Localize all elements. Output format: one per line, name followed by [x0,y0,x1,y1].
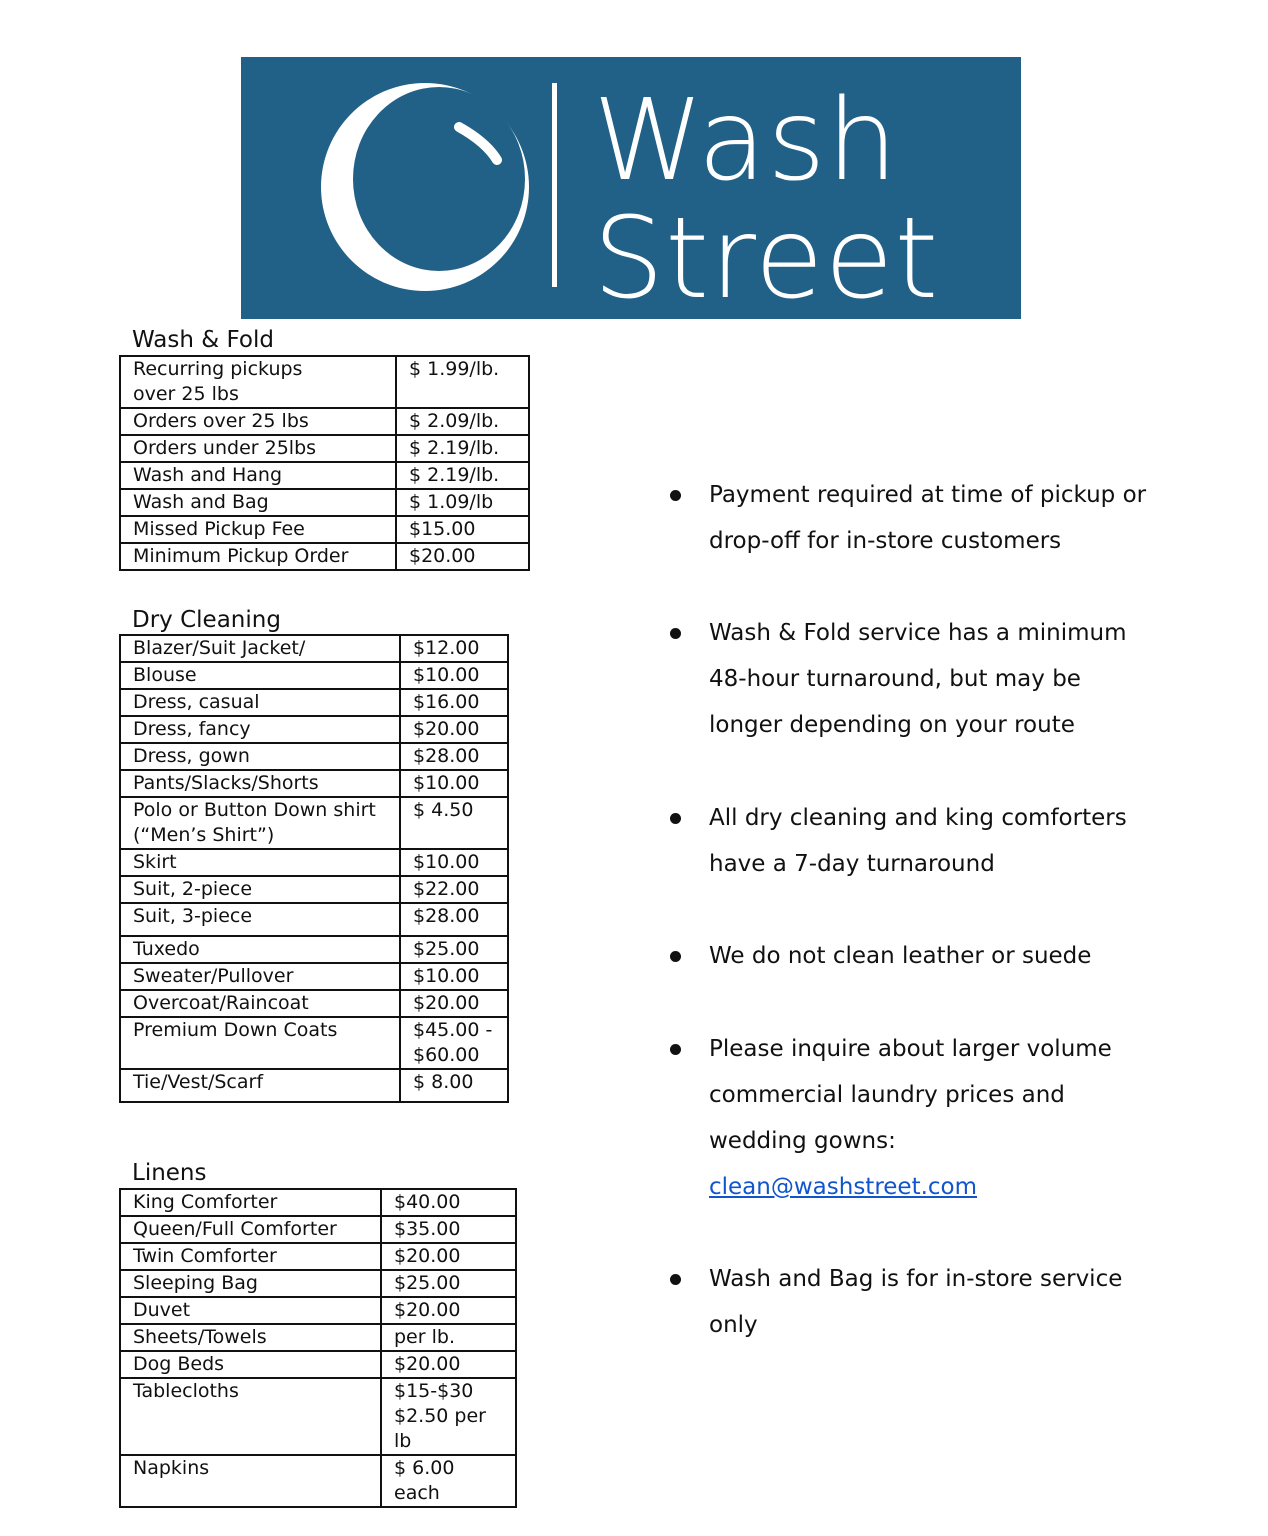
table-row [120,770,508,797]
table-row [120,743,508,770]
table-row [120,1324,516,1351]
item-price: $ 6.00 each [381,1455,516,1507]
wash-fold-title: Wash & Fold [132,327,274,353]
table-row [120,876,508,903]
table-row [120,489,529,516]
table-row [120,516,529,543]
table-row [120,1069,508,1102]
item-price: per lb. [381,1324,516,1351]
item-name: Orders under 25lbs [120,435,396,462]
item-name: Dress, casual [120,689,400,716]
email-link[interactable]: clean@washstreet.com [709,1174,978,1200]
item-price: $ 8.00 [400,1069,508,1102]
item-price: $ 2.19/lb. [396,435,529,462]
table-row [120,543,529,570]
note-item: We do not clean leather or suede [670,933,1150,979]
bullet-icon [670,1044,681,1055]
item-price: $ 2.09/lb. [396,408,529,435]
table-row [120,635,508,662]
item-price: $20.00 [381,1297,516,1324]
item-name: Wash and Bag [120,489,396,516]
table-row [120,1243,516,1270]
note-item: Please inquire about larger volume commercial laundry prices and wedding gowns: clean@washstreet.com [670,1026,1120,1210]
item-price: $25.00 [400,936,508,963]
item-price: $10.00 [400,662,508,689]
item-price: $10.00 [400,849,508,876]
item-name: Missed Pickup Fee [120,516,396,543]
item-price: $ 2.19/lb. [396,462,529,489]
table-row [120,903,508,936]
bullet-icon [670,490,681,501]
item-name: Tie/Vest/Scarf [120,1069,400,1102]
table-row [120,990,508,1017]
linens-title: Linens [132,1160,207,1186]
item-name: Wash and Hang [120,462,396,489]
table-row [120,936,508,963]
table-row [120,1351,516,1378]
item-price: $20.00 [381,1351,516,1378]
item-price: $10.00 [400,963,508,990]
table-row [120,1017,508,1069]
item-name: Queen/Full Comforter [120,1216,381,1243]
table-row [120,1216,516,1243]
table-row [120,1270,516,1297]
item-price: $20.00 [396,543,529,570]
table-row [120,1378,516,1455]
item-price: $22.00 [400,876,508,903]
table-row [120,408,529,435]
table-row [120,435,529,462]
table-row [120,462,529,489]
item-name: Suit, 2-piece [120,876,400,903]
bullet-icon [670,813,681,824]
item-price: $10.00 [400,770,508,797]
table-row [120,963,508,990]
table-row [120,1297,516,1324]
logo-word-street: Street [593,194,940,324]
table-row [120,689,508,716]
item-name: Tuxedo [120,936,400,963]
wash-fold-table [119,355,530,571]
bullet-icon [670,951,681,962]
item-price: $40.00 [381,1189,516,1216]
dry-cleaning-table [119,634,509,1103]
item-price: $15-$30 $2.50 per lb [381,1378,516,1455]
note-item: Wash and Bag is for in-store service only [670,1256,1150,1348]
item-name: Napkins [120,1455,381,1507]
table-row [120,356,529,408]
bullet-icon [670,1274,681,1285]
table-row [120,662,508,689]
item-price: $20.00 [381,1243,516,1270]
item-name: Sleeping Bag [120,1270,381,1297]
item-name: Recurring pickups over 25 lbs [120,356,396,408]
item-price: $20.00 [400,716,508,743]
wash-street-logo [241,57,1021,324]
washing-machine-door-icon [301,57,541,319]
table-row [120,797,508,849]
dry-cleaning-title: Dry Cleaning [132,607,281,633]
logo-divider [552,83,557,287]
item-price: $ 4.50 [400,797,508,849]
item-price: $45.00 - $60.00 [400,1017,508,1069]
item-name: Sweater/Pullover [120,963,400,990]
bullet-icon [670,628,681,639]
item-price: $25.00 [381,1270,516,1297]
item-price: $28.00 [400,743,508,770]
item-name: Premium Down Coats [120,1017,400,1069]
item-price: $35.00 [381,1216,516,1243]
item-name: Duvet [120,1297,381,1324]
item-price: $12.00 [400,635,508,662]
linens-table [119,1188,517,1508]
item-name: Dress, fancy [120,716,400,743]
item-price: $15.00 [396,516,529,543]
item-name: Blouse [120,662,400,689]
item-name: King Comforter [120,1189,381,1216]
item-price: $16.00 [400,689,508,716]
item-price: $ 1.09/lb [396,489,529,516]
item-name: Dress, gown [120,743,400,770]
item-name: Orders over 25 lbs [120,408,396,435]
item-name: Blazer/Suit Jacket/ [120,635,400,662]
item-name: Suit, 3-piece [120,903,400,936]
item-price: $ 1.99/lb. [396,356,529,408]
note-item: Wash & Fold service has a minimum 48-hour turnaround, but may be longer depending on your route [670,610,1150,748]
item-name: Twin Comforter [120,1243,381,1270]
logo-word-wash: Wash [593,76,899,206]
item-name: Dog Beds [120,1351,381,1378]
note-item: Payment required at time of pickup or drop-off for in-store customers [670,472,1150,564]
table-row [120,716,508,743]
item-name: Tablecloths [120,1378,381,1455]
item-name: Minimum Pickup Order [120,543,396,570]
note-item: All dry cleaning and king comforters have a 7-day turnaround [670,795,1150,887]
item-name: Overcoat/Raincoat [120,990,400,1017]
item-name: Polo or Button Down shirt (“Men’s Shirt”) [120,797,400,849]
item-name: Pants/Slacks/Shorts [120,770,400,797]
table-row [120,849,508,876]
table-row [120,1189,516,1216]
item-name: Sheets/Towels [120,1324,381,1351]
item-price: $28.00 [400,903,508,936]
table-row [120,1455,516,1507]
item-price: $20.00 [400,990,508,1017]
item-name: Skirt [120,849,400,876]
